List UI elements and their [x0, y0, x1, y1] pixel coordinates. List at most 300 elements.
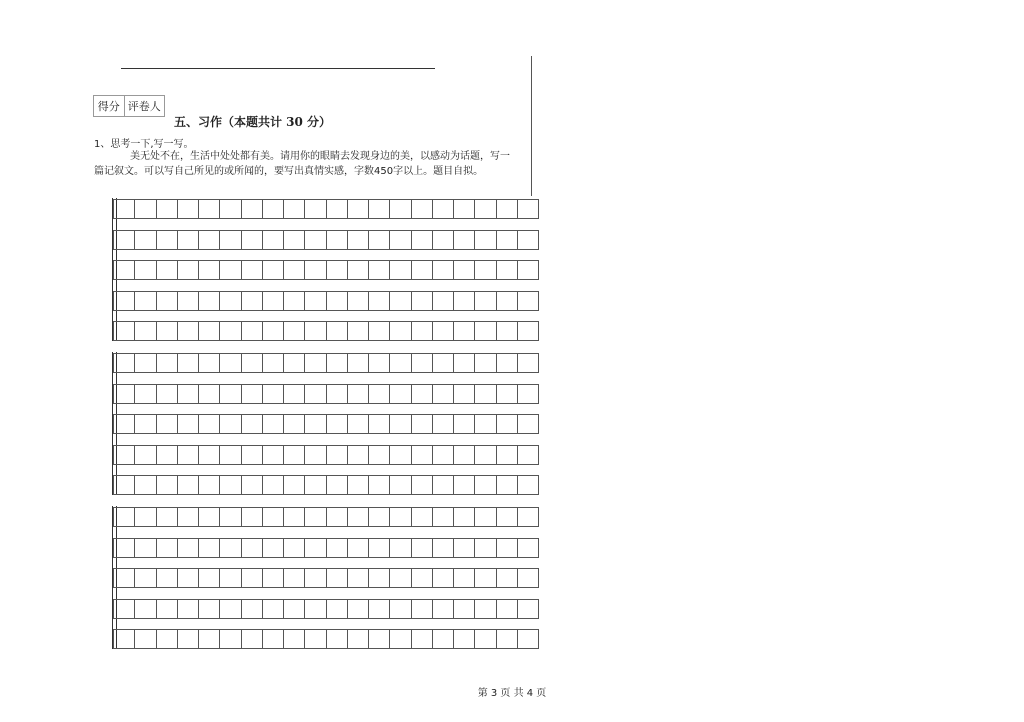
grid-cell[interactable]: [157, 476, 178, 494]
grid-cell[interactable]: [390, 200, 411, 218]
grid-cell[interactable]: [263, 446, 284, 464]
grid-cell[interactable]: [518, 415, 539, 433]
grid-cell[interactable]: [242, 261, 263, 279]
grid-cell[interactable]: [369, 200, 390, 218]
grid-cell[interactable]: [390, 415, 411, 433]
grid-cell[interactable]: [305, 200, 326, 218]
grid-cell[interactable]: [157, 415, 178, 433]
grid-cell[interactable]: [369, 446, 390, 464]
grid-cell[interactable]: [327, 385, 348, 403]
grid-cell[interactable]: [518, 385, 539, 403]
grid-cell[interactable]: [178, 200, 199, 218]
grid-cell[interactable]: [412, 200, 433, 218]
grid-cell[interactable]: [284, 600, 305, 618]
grid-cell[interactable]: [412, 261, 433, 279]
grid-cell[interactable]: [497, 322, 518, 340]
grid-cell[interactable]: [135, 415, 156, 433]
grid-cell[interactable]: [135, 200, 156, 218]
grid-cell[interactable]: [454, 261, 475, 279]
grid-cell[interactable]: [135, 322, 156, 340]
grid-cell[interactable]: [433, 415, 454, 433]
grid-cell[interactable]: [412, 446, 433, 464]
grid-cell[interactable]: [199, 200, 220, 218]
grid-cell[interactable]: [284, 476, 305, 494]
grid-cell[interactable]: [390, 446, 411, 464]
grid-cell[interactable]: [220, 322, 241, 340]
grid-cell[interactable]: [178, 385, 199, 403]
grid-cell[interactable]: [454, 569, 475, 587]
grid-cell[interactable]: [113, 385, 135, 403]
grid-cell[interactable]: [327, 292, 348, 310]
grid-cell[interactable]: [348, 539, 369, 557]
grid-cell[interactable]: [454, 476, 475, 494]
grid-cell[interactable]: [305, 261, 326, 279]
grid-cell[interactable]: [475, 539, 496, 557]
grid-cell[interactable]: [369, 385, 390, 403]
grid-cell[interactable]: [369, 508, 390, 526]
grid-cell[interactable]: [454, 539, 475, 557]
grid-cell[interactable]: [475, 476, 496, 494]
grid-cell[interactable]: [369, 630, 390, 648]
grid-cell[interactable]: [113, 292, 135, 310]
grid-cell[interactable]: [157, 292, 178, 310]
grid-cell[interactable]: [348, 200, 369, 218]
grid-cell[interactable]: [327, 231, 348, 249]
grid-cell[interactable]: [475, 322, 496, 340]
grid-cell[interactable]: [242, 508, 263, 526]
grid-cell[interactable]: [348, 385, 369, 403]
grid-cell[interactable]: [178, 508, 199, 526]
grid-cell[interactable]: [412, 569, 433, 587]
grid-cell[interactable]: [390, 231, 411, 249]
grid-cell[interactable]: [433, 476, 454, 494]
grid-cell[interactable]: [199, 292, 220, 310]
grid-cell[interactable]: [497, 200, 518, 218]
grid-cell[interactable]: [199, 600, 220, 618]
grid-cell[interactable]: [433, 322, 454, 340]
grid-cell[interactable]: [390, 476, 411, 494]
grid-cell[interactable]: [199, 446, 220, 464]
grid-cell[interactable]: [220, 630, 241, 648]
grid-cell[interactable]: [433, 200, 454, 218]
grid-cell[interactable]: [263, 231, 284, 249]
grid-cell[interactable]: [305, 354, 326, 372]
grid-cell[interactable]: [433, 385, 454, 403]
grid-cell[interactable]: [475, 200, 496, 218]
grid-cell[interactable]: [263, 630, 284, 648]
grid-cell[interactable]: [178, 261, 199, 279]
grid-cell[interactable]: [369, 261, 390, 279]
grid-cell[interactable]: [475, 231, 496, 249]
grid-cell[interactable]: [518, 292, 539, 310]
grid-cell[interactable]: [113, 476, 135, 494]
grid-cell[interactable]: [157, 446, 178, 464]
grid-cell[interactable]: [178, 600, 199, 618]
grid-cell[interactable]: [369, 322, 390, 340]
grid-cell[interactable]: [178, 539, 199, 557]
grid-cell[interactable]: [305, 630, 326, 648]
grid-cell[interactable]: [348, 569, 369, 587]
grid-cell[interactable]: [433, 508, 454, 526]
grid-cell[interactable]: [475, 446, 496, 464]
grid-cell[interactable]: [157, 508, 178, 526]
grid-cell[interactable]: [113, 231, 135, 249]
grid-cell[interactable]: [412, 292, 433, 310]
grid-cell[interactable]: [199, 354, 220, 372]
grid-cell[interactable]: [113, 415, 135, 433]
grid-cell[interactable]: [327, 261, 348, 279]
grid-cell[interactable]: [497, 415, 518, 433]
grid-cell[interactable]: [135, 354, 156, 372]
grid-cell[interactable]: [220, 539, 241, 557]
grid-cell[interactable]: [454, 508, 475, 526]
grid-cell[interactable]: [433, 446, 454, 464]
grid-cell[interactable]: [327, 415, 348, 433]
grid-cell[interactable]: [220, 354, 241, 372]
grid-cell[interactable]: [305, 476, 326, 494]
grid-cell[interactable]: [178, 354, 199, 372]
grid-cell[interactable]: [135, 261, 156, 279]
grid-cell[interactable]: [284, 261, 305, 279]
grid-cell[interactable]: [369, 476, 390, 494]
grid-cell[interactable]: [327, 446, 348, 464]
grid-cell[interactable]: [518, 630, 539, 648]
grid-cell[interactable]: [327, 200, 348, 218]
grid-cell[interactable]: [475, 508, 496, 526]
grid-cell[interactable]: [284, 508, 305, 526]
grid-cell[interactable]: [454, 600, 475, 618]
grid-cell[interactable]: [518, 446, 539, 464]
grid-cell[interactable]: [369, 569, 390, 587]
grid-cell[interactable]: [242, 322, 263, 340]
grid-cell[interactable]: [263, 569, 284, 587]
grid-cell[interactable]: [390, 385, 411, 403]
grid-cell[interactable]: [390, 261, 411, 279]
grid-cell[interactable]: [454, 231, 475, 249]
grid-cell[interactable]: [475, 292, 496, 310]
grid-cell[interactable]: [157, 600, 178, 618]
grid-cell[interactable]: [412, 476, 433, 494]
grid-cell[interactable]: [369, 292, 390, 310]
grid-cell[interactable]: [263, 292, 284, 310]
grid-cell[interactable]: [433, 539, 454, 557]
grid-cell[interactable]: [327, 322, 348, 340]
grid-cell[interactable]: [433, 569, 454, 587]
grid-cell[interactable]: [497, 231, 518, 249]
grid-cell[interactable]: [199, 569, 220, 587]
grid-cell[interactable]: [412, 630, 433, 648]
grid-cell[interactable]: [348, 476, 369, 494]
grid-cell[interactable]: [348, 261, 369, 279]
grid-cell[interactable]: [242, 415, 263, 433]
grid-cell[interactable]: [518, 569, 539, 587]
grid-cell[interactable]: [199, 322, 220, 340]
grid-cell[interactable]: [497, 630, 518, 648]
grid-cell[interactable]: [412, 600, 433, 618]
grid-cell[interactable]: [157, 261, 178, 279]
grid-cell[interactable]: [284, 630, 305, 648]
grid-cell[interactable]: [199, 385, 220, 403]
grid-cell[interactable]: [157, 539, 178, 557]
grid-cell[interactable]: [199, 415, 220, 433]
grid-cell[interactable]: [305, 569, 326, 587]
grid-cell[interactable]: [497, 354, 518, 372]
grid-cell[interactable]: [199, 630, 220, 648]
grid-cell[interactable]: [433, 354, 454, 372]
grid-cell[interactable]: [454, 354, 475, 372]
grid-cell[interactable]: [157, 322, 178, 340]
grid-cell[interactable]: [135, 385, 156, 403]
grid-cell[interactable]: [327, 539, 348, 557]
grid-cell[interactable]: [263, 261, 284, 279]
grid-cell[interactable]: [284, 539, 305, 557]
grid-cell[interactable]: [263, 322, 284, 340]
grid-cell[interactable]: [305, 508, 326, 526]
grid-cell[interactable]: [157, 231, 178, 249]
grid-cell[interactable]: [390, 539, 411, 557]
grid-cell[interactable]: [135, 508, 156, 526]
grid-cell[interactable]: [284, 292, 305, 310]
grid-cell[interactable]: [157, 385, 178, 403]
grid-cell[interactable]: [369, 415, 390, 433]
grid-cell[interactable]: [412, 415, 433, 433]
grid-cell[interactable]: [348, 415, 369, 433]
grid-cell[interactable]: [113, 446, 135, 464]
grid-cell[interactable]: [454, 200, 475, 218]
grid-cell[interactable]: [135, 292, 156, 310]
grid-cell[interactable]: [433, 292, 454, 310]
grid-cell[interactable]: [263, 539, 284, 557]
grid-cell[interactable]: [327, 630, 348, 648]
grid-cell[interactable]: [263, 476, 284, 494]
grid-cell[interactable]: [263, 200, 284, 218]
grid-cell[interactable]: [348, 630, 369, 648]
grid-cell[interactable]: [178, 446, 199, 464]
grid-cell[interactable]: [284, 569, 305, 587]
grid-cell[interactable]: [284, 322, 305, 340]
grid-cell[interactable]: [369, 231, 390, 249]
grid-cell[interactable]: [454, 322, 475, 340]
grid-cell[interactable]: [284, 200, 305, 218]
grid-cell[interactable]: [454, 415, 475, 433]
grid-cell[interactable]: [113, 322, 135, 340]
grid-cell[interactable]: [369, 539, 390, 557]
grid-cell[interactable]: [390, 630, 411, 648]
grid-cell[interactable]: [454, 292, 475, 310]
grid-cell[interactable]: [284, 385, 305, 403]
grid-cell[interactable]: [475, 415, 496, 433]
grid-cell[interactable]: [135, 600, 156, 618]
grid-cell[interactable]: [135, 446, 156, 464]
grid-cell[interactable]: [284, 231, 305, 249]
grid-cell[interactable]: [475, 354, 496, 372]
grid-cell[interactable]: [157, 630, 178, 648]
grid-cell[interactable]: [242, 630, 263, 648]
grid-cell[interactable]: [242, 354, 263, 372]
grid-cell[interactable]: [178, 231, 199, 249]
grid-cell[interactable]: [348, 354, 369, 372]
grid-cell[interactable]: [390, 322, 411, 340]
grid-cell[interactable]: [178, 569, 199, 587]
grid-cell[interactable]: [135, 630, 156, 648]
grid-cell[interactable]: [475, 569, 496, 587]
grid-cell[interactable]: [113, 600, 135, 618]
grid-cell[interactable]: [220, 231, 241, 249]
grid-cell[interactable]: [497, 508, 518, 526]
grid-cell[interactable]: [518, 200, 539, 218]
grid-cell[interactable]: [220, 292, 241, 310]
grid-cell[interactable]: [220, 569, 241, 587]
grid-cell[interactable]: [305, 322, 326, 340]
grid-cell[interactable]: [305, 446, 326, 464]
grid-cell[interactable]: [242, 200, 263, 218]
grid-cell[interactable]: [113, 354, 135, 372]
grid-cell[interactable]: [113, 539, 135, 557]
grid-cell[interactable]: [497, 292, 518, 310]
grid-cell[interactable]: [327, 600, 348, 618]
grid-cell[interactable]: [263, 415, 284, 433]
grid-cell[interactable]: [242, 476, 263, 494]
grid-cell[interactable]: [412, 385, 433, 403]
grid-cell[interactable]: [220, 476, 241, 494]
grid-cell[interactable]: [518, 354, 539, 372]
grid-cell[interactable]: [305, 385, 326, 403]
grid-cell[interactable]: [178, 476, 199, 494]
grid-cell[interactable]: [518, 476, 539, 494]
grid-cell[interactable]: [178, 322, 199, 340]
grid-cell[interactable]: [135, 476, 156, 494]
grid-cell[interactable]: [157, 569, 178, 587]
grid-cell[interactable]: [497, 261, 518, 279]
grid-cell[interactable]: [433, 600, 454, 618]
grid-cell[interactable]: [412, 354, 433, 372]
grid-cell[interactable]: [348, 231, 369, 249]
grid-cell[interactable]: [497, 600, 518, 618]
grid-cell[interactable]: [433, 261, 454, 279]
grid-cell[interactable]: [113, 261, 135, 279]
grid-cell[interactable]: [242, 539, 263, 557]
grid-cell[interactable]: [348, 600, 369, 618]
grid-cell[interactable]: [454, 385, 475, 403]
grid-cell[interactable]: [242, 600, 263, 618]
grid-cell[interactable]: [348, 508, 369, 526]
grid-cell[interactable]: [113, 200, 135, 218]
grid-cell[interactable]: [412, 539, 433, 557]
grid-cell[interactable]: [220, 508, 241, 526]
grid-cell[interactable]: [454, 630, 475, 648]
grid-cell[interactable]: [178, 292, 199, 310]
grid-cell[interactable]: [135, 569, 156, 587]
grid-cell[interactable]: [497, 476, 518, 494]
grid-cell[interactable]: [220, 446, 241, 464]
grid-cell[interactable]: [242, 569, 263, 587]
grid-cell[interactable]: [263, 600, 284, 618]
grid-cell[interactable]: [412, 322, 433, 340]
grid-cell[interactable]: [113, 630, 135, 648]
grid-cell[interactable]: [390, 508, 411, 526]
grid-cell[interactable]: [518, 508, 539, 526]
grid-cell[interactable]: [242, 385, 263, 403]
grid-cell[interactable]: [199, 261, 220, 279]
grid-cell[interactable]: [220, 415, 241, 433]
grid-cell[interactable]: [178, 630, 199, 648]
grid-cell[interactable]: [220, 385, 241, 403]
grid-cell[interactable]: [199, 508, 220, 526]
grid-cell[interactable]: [518, 600, 539, 618]
grid-cell[interactable]: [518, 261, 539, 279]
grid-cell[interactable]: [135, 231, 156, 249]
grid-cell[interactable]: [348, 446, 369, 464]
grid-cell[interactable]: [518, 322, 539, 340]
grid-cell[interactable]: [263, 354, 284, 372]
grid-cell[interactable]: [199, 476, 220, 494]
grid-cell[interactable]: [412, 231, 433, 249]
grid-cell[interactable]: [348, 292, 369, 310]
grid-cell[interactable]: [178, 415, 199, 433]
grid-cell[interactable]: [263, 508, 284, 526]
grid-cell[interactable]: [327, 508, 348, 526]
grid-cell[interactable]: [305, 231, 326, 249]
grid-cell[interactable]: [518, 231, 539, 249]
grid-cell[interactable]: [135, 539, 156, 557]
grid-cell[interactable]: [199, 231, 220, 249]
grid-cell[interactable]: [497, 385, 518, 403]
grid-cell[interactable]: [327, 354, 348, 372]
grid-cell[interactable]: [497, 539, 518, 557]
grid-cell[interactable]: [305, 600, 326, 618]
grid-cell[interactable]: [475, 385, 496, 403]
grid-cell[interactable]: [454, 446, 475, 464]
grid-cell[interactable]: [518, 539, 539, 557]
grid-cell[interactable]: [390, 292, 411, 310]
grid-cell[interactable]: [433, 630, 454, 648]
grid-cell[interactable]: [412, 508, 433, 526]
grid-cell[interactable]: [199, 539, 220, 557]
grid-cell[interactable]: [327, 476, 348, 494]
grid-cell[interactable]: [263, 385, 284, 403]
grid-cell[interactable]: [113, 569, 135, 587]
grid-cell[interactable]: [327, 569, 348, 587]
grid-cell[interactable]: [433, 231, 454, 249]
grid-cell[interactable]: [157, 200, 178, 218]
grid-cell[interactable]: [390, 600, 411, 618]
grid-cell[interactable]: [305, 292, 326, 310]
grid-cell[interactable]: [390, 354, 411, 372]
grid-cell[interactable]: [242, 231, 263, 249]
grid-cell[interactable]: [284, 354, 305, 372]
grid-cell[interactable]: [242, 446, 263, 464]
grid-cell[interactable]: [284, 415, 305, 433]
grid-cell[interactable]: [220, 200, 241, 218]
grid-cell[interactable]: [157, 354, 178, 372]
grid-cell[interactable]: [475, 261, 496, 279]
grid-cell[interactable]: [220, 600, 241, 618]
grid-cell[interactable]: [497, 446, 518, 464]
grid-cell[interactable]: [348, 322, 369, 340]
grid-cell[interactable]: [242, 292, 263, 310]
grid-cell[interactable]: [369, 354, 390, 372]
grid-cell[interactable]: [220, 261, 241, 279]
grid-cell[interactable]: [390, 569, 411, 587]
grid-cell[interactable]: [475, 630, 496, 648]
grid-cell[interactable]: [497, 569, 518, 587]
grid-cell[interactable]: [369, 600, 390, 618]
grid-cell[interactable]: [475, 600, 496, 618]
grid-cell[interactable]: [305, 539, 326, 557]
grid-cell[interactable]: [284, 446, 305, 464]
grid-cell[interactable]: [305, 415, 326, 433]
grid-cell[interactable]: [113, 508, 135, 526]
